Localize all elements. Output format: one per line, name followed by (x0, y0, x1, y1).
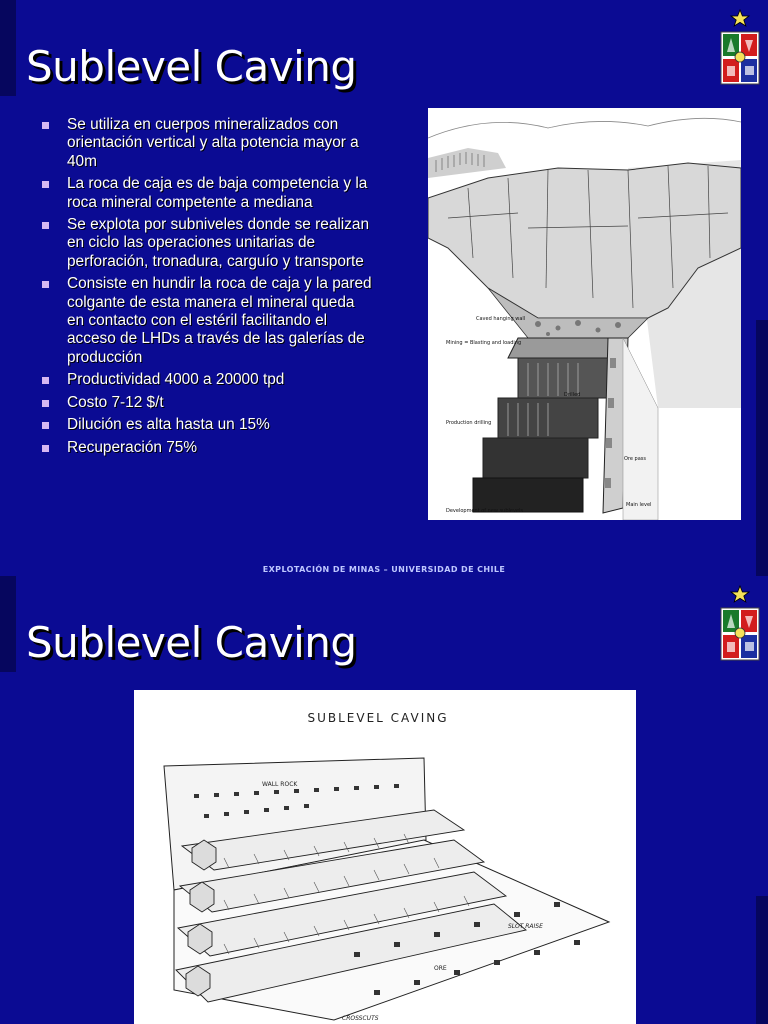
bullet-item: Productividad 4000 a 20000 tpd (40, 371, 375, 389)
slide-edge-right (756, 896, 768, 1024)
slide-footer: EXPLOTACIÓN DE MINAS – UNIVERSIDAD DE CHILE (262, 565, 506, 574)
label-caved-hanging-wall: Caved hanging wall (476, 316, 526, 322)
sublevel-caving-diagram (134, 690, 636, 1024)
bullet-list (40, 116, 375, 461)
label-drilled: Drilled (564, 392, 581, 398)
bullet-square-icon (42, 122, 49, 129)
slide-title: Sublevel Caving (26, 618, 357, 667)
bullet-square-icon (42, 281, 49, 288)
label-ore: ORE (434, 965, 447, 972)
slide-2 (0, 576, 768, 1024)
bullet-item: Se utiliza en cuerpos mineralizados con orientación vertical y alta potencia mayor a 40m (40, 116, 375, 171)
bullet-square-icon (42, 400, 49, 407)
bullet-square-icon (42, 222, 49, 229)
caving-cross-section-illustration (428, 108, 741, 520)
bullet-item: Costo 7-12 $/t (40, 394, 375, 412)
label-crosscuts: CROSSCUTS (342, 1015, 379, 1022)
label-mining: Mining = Blasting and loading (446, 340, 522, 346)
slide-edge-left (0, 0, 16, 96)
label-development: Development of new sublevels (446, 508, 524, 514)
label-production-drilling: Production drilling (446, 420, 492, 426)
label-slot-raise: SLOT RAISE (508, 923, 543, 930)
university-logo-icon (718, 584, 762, 662)
slide-edge-left (0, 576, 16, 672)
bullet-square-icon (42, 445, 49, 452)
bullet-square-icon (42, 377, 49, 384)
bullet-item: Recuperación 75% (40, 439, 375, 457)
bullet-item: Dilución es alta hasta un 15% (40, 416, 375, 434)
label-main-level: Main level (626, 502, 652, 508)
label-wall-rock: WALL ROCK (262, 781, 298, 788)
diagram-heading: SUBLEVEL CAVING (307, 711, 449, 725)
bullet-item: La roca de caja es de baja competencia y la roca mineral competente a mediana (40, 175, 375, 212)
bullet-item: Consiste en hundir la roca de caja y la pared colgante de esta manera el mineral queda en contacto con el estéril facilitando el acceso de LHDs a través de las galerías de producción (40, 275, 375, 367)
bullet-item: Se explota por subniveles donde se realizan en ciclo las operaciones unitarias de perforación, tronadura, carguío y transporte (40, 216, 375, 271)
university-logo-icon (718, 8, 762, 86)
bullet-square-icon (42, 181, 49, 188)
label-ore-pass: Ore pass (624, 456, 646, 462)
bullet-square-icon (42, 422, 49, 429)
slide-title: Sublevel Caving (26, 42, 357, 91)
slide-edge-right (756, 320, 768, 576)
